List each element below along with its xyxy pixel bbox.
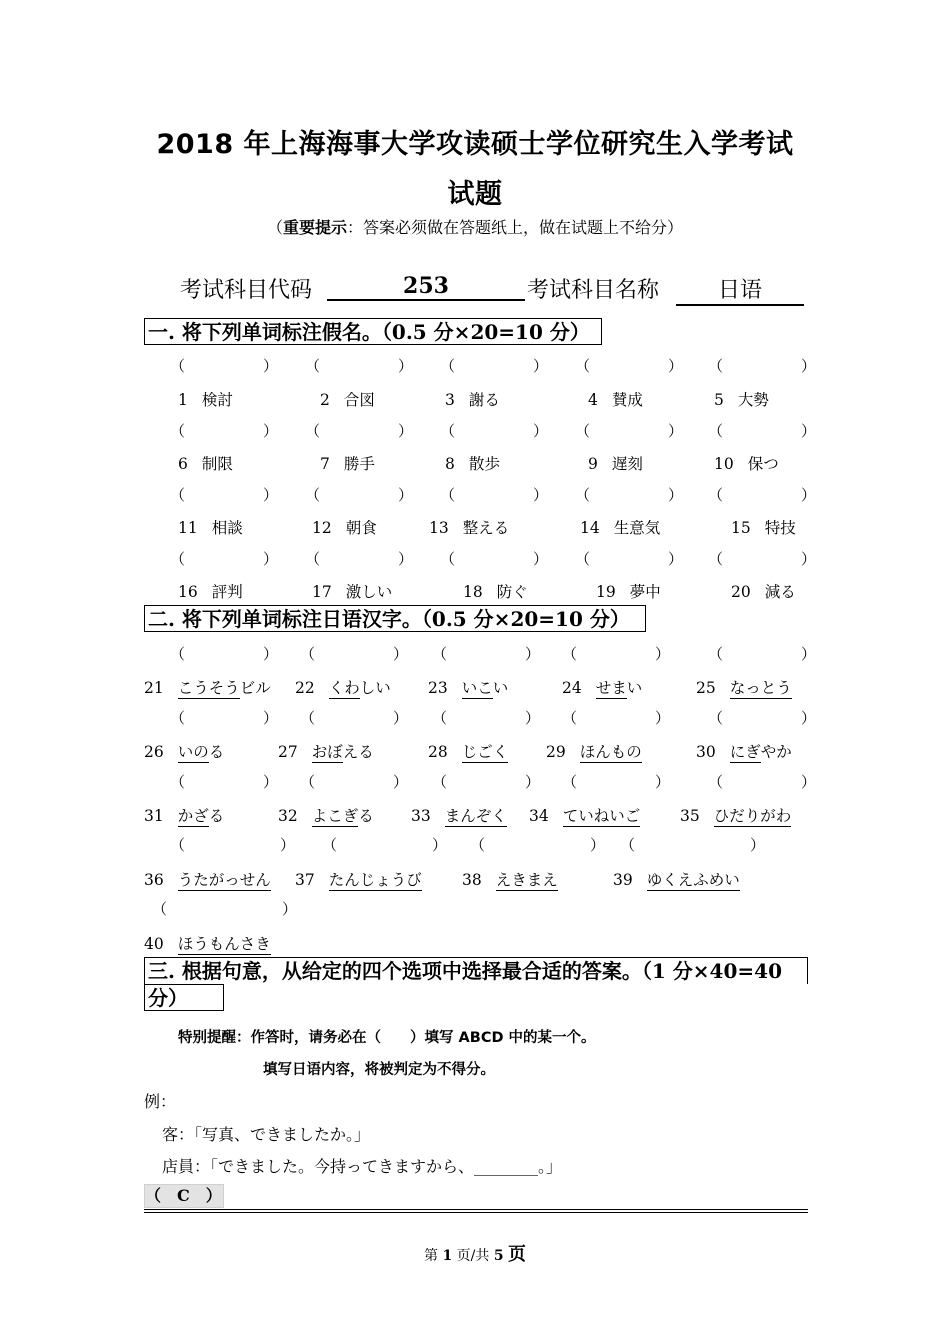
item-number: 26	[144, 743, 164, 761]
kana-item	[144, 804, 224, 826]
underlined-kana: ほうもんさき	[177, 935, 271, 953]
item-word: 夢中	[629, 583, 661, 601]
kana-item	[562, 676, 642, 698]
answer-paren-open: （	[170, 645, 186, 663]
answer-paren-open: （	[170, 550, 186, 568]
answer-paren-close: ）	[393, 645, 409, 663]
underlined-kana: ていねいご	[562, 807, 641, 825]
answer-paren-close: ）	[398, 357, 414, 375]
item-number: 5	[714, 391, 724, 409]
answer-paren-close: ）	[533, 550, 549, 568]
answer-paren-close: ）	[533, 357, 549, 375]
section3-title: 三. 根据句意，从给定的四个选项中选择最合适的答案。（1 分×40=40	[144, 957, 808, 984]
answer-paren-close: ）	[393, 709, 409, 727]
vocab-item	[178, 580, 243, 602]
answer-paren-close: ）	[655, 709, 671, 727]
answer-paren-open: （	[708, 550, 724, 568]
answer-paren-open: （	[440, 357, 456, 375]
answer-paren-open: （	[708, 486, 724, 504]
section1-title: 一. 将下列单词标注假名。（0.5 分×20=10 分）	[144, 318, 602, 345]
answer-paren-open: （	[170, 709, 186, 727]
item-word: 賛成	[611, 391, 643, 409]
subject-name-field	[676, 273, 804, 306]
vocab-item	[463, 580, 528, 602]
answer-paren-open: （	[575, 550, 591, 568]
answer-paren-close: ）	[263, 773, 279, 791]
answer-paren-close: ）	[668, 550, 684, 568]
kana-suffix: やか	[760, 743, 792, 761]
item-word: 散歩	[468, 455, 500, 473]
kana-suffix: しい	[359, 679, 391, 697]
item-word: 遅刻	[611, 455, 643, 473]
item-number: 27	[278, 743, 298, 761]
answer-paren-open: （	[305, 422, 321, 440]
item-number: 14	[580, 519, 600, 537]
kana-item	[144, 740, 224, 762]
kana-item	[295, 676, 391, 698]
item-number: 30	[696, 743, 716, 761]
answer-paren-close: ）	[282, 900, 298, 918]
section2-title: 二. 将下列单词标注日语汉字。（0.5 分×20=10 分）	[144, 605, 646, 632]
item-number: 32	[278, 807, 298, 825]
kana-item	[144, 868, 271, 890]
answer-paren-close: ）	[263, 709, 279, 727]
answer-paren-close: ）	[668, 422, 684, 440]
answer-paren-close: ）	[590, 836, 606, 854]
underlined-kana: うたがっせん	[177, 871, 271, 889]
item-word: 特技	[764, 519, 796, 537]
item-number: 11	[178, 519, 198, 537]
kana-suffix: る	[358, 807, 374, 825]
answer-paren-close: ）	[801, 709, 817, 727]
kana-suffix: ビル	[239, 679, 271, 697]
answer-paren-open: （	[305, 486, 321, 504]
vocab-item	[320, 452, 375, 474]
kana-item	[613, 868, 740, 890]
example-answer: （ C ）	[144, 1184, 224, 1208]
vocab-item	[714, 452, 779, 474]
item-number: 3	[445, 391, 455, 409]
answer-paren-close: ）	[801, 486, 817, 504]
item-number: 16	[178, 583, 198, 601]
answer-paren-open: （	[322, 836, 338, 854]
answer-paren-close: ）	[263, 422, 279, 440]
answer-paren-open: （	[708, 709, 724, 727]
underlined-kana: よこぎ	[311, 807, 359, 825]
answer-paren-open: （	[562, 645, 578, 663]
vocab-item	[312, 516, 377, 538]
vocab-item	[731, 580, 796, 602]
kana-item	[144, 932, 271, 954]
answer-paren-close: ）	[398, 550, 414, 568]
answer-paren-open: （	[440, 486, 456, 504]
vocab-item	[731, 516, 796, 538]
kana-suffix: る	[208, 743, 225, 761]
underlined-kana: ゆくえふめい	[646, 871, 740, 889]
item-number: 40	[144, 935, 164, 953]
answer-paren-close: ）	[393, 773, 409, 791]
vocab-item	[178, 452, 233, 474]
item-number: 17	[312, 583, 332, 601]
answer-paren-close: ）	[525, 645, 541, 663]
underlined-kana: じごく	[461, 743, 509, 761]
underlined-kana: いこ	[461, 679, 493, 697]
item-number: 29	[546, 743, 566, 761]
answer-paren-close: ）	[801, 357, 817, 375]
underlined-kana: かざ	[177, 807, 209, 825]
underlined-kana: せま	[595, 679, 627, 697]
answer-paren-close: ）	[280, 836, 296, 854]
underlined-kana: ほんもの	[579, 743, 642, 761]
underlined-kana: おぼ	[311, 743, 343, 761]
answer-paren-open: （	[300, 709, 316, 727]
item-word: 謝る	[468, 391, 500, 409]
answer-paren-close: ）	[263, 486, 279, 504]
answer-paren-close: ）	[655, 645, 671, 663]
answer-paren-close: ）	[668, 486, 684, 504]
answer-paren-close: ）	[263, 550, 279, 568]
answer-paren-open: （	[170, 486, 186, 504]
answer-paren-open: （	[562, 773, 578, 791]
item-word: 防ぐ	[496, 583, 528, 601]
answer-paren-open: （	[708, 357, 724, 375]
vocab-item	[320, 388, 375, 410]
vocab-item	[588, 388, 643, 410]
item-number: 12	[312, 519, 332, 537]
kana-item	[428, 740, 508, 762]
kana-item	[278, 804, 374, 826]
vocab-item	[312, 580, 392, 602]
item-number: 9	[588, 455, 598, 473]
answer-paren-close: ）	[533, 422, 549, 440]
vocab-item	[178, 388, 233, 410]
answer-paren-close: ）	[801, 422, 817, 440]
answer-paren-open: （	[562, 709, 578, 727]
item-number: 38	[462, 871, 482, 889]
divider	[144, 1212, 808, 1213]
item-word: 大勢	[737, 391, 769, 409]
answer-paren-open: （	[170, 357, 186, 375]
kana-item	[411, 804, 507, 826]
item-number: 37	[295, 871, 315, 889]
kana-item	[295, 868, 422, 890]
item-number: 39	[613, 871, 633, 889]
answer-paren-close: ）	[750, 836, 766, 854]
answer-paren-open: （	[708, 645, 724, 663]
underlined-kana: ひだりがわ	[713, 807, 792, 825]
answer-paren-close: ）	[801, 550, 817, 568]
underlined-kana: くわ	[328, 679, 360, 697]
item-number: 35	[680, 807, 700, 825]
kana-suffix: る	[208, 807, 225, 825]
subject-code: 253	[327, 273, 525, 301]
item-word: 制限	[201, 455, 233, 473]
answer-paren-open: （	[432, 645, 448, 663]
answer-paren-close: ）	[533, 486, 549, 504]
item-word: 相談	[211, 519, 243, 537]
answer-paren-close: ）	[668, 357, 684, 375]
vocab-item	[580, 516, 660, 538]
answer-paren-open: （	[305, 357, 321, 375]
exam-title-line2: 试题	[447, 179, 503, 210]
example-label: 例：	[144, 1092, 177, 1111]
answer-paren-open: （	[170, 773, 186, 791]
underlined-kana: いの	[177, 743, 209, 761]
answer-paren-close: ）	[801, 645, 817, 663]
item-number: 23	[428, 679, 448, 697]
vocab-item	[178, 516, 243, 538]
subject-code-label: 考试科目代码	[180, 278, 313, 303]
item-number: 21	[144, 679, 164, 697]
item-number: 34	[529, 807, 549, 825]
item-word: 生意気	[613, 519, 661, 537]
item-number: 7	[320, 455, 330, 473]
item-number: 25	[696, 679, 716, 697]
underlined-kana: こうそう	[177, 679, 240, 697]
answer-paren-close: ）	[655, 773, 671, 791]
item-number: 24	[562, 679, 582, 697]
item-word: 保つ	[747, 455, 779, 473]
answer-paren-close: ）	[263, 357, 279, 375]
item-number: 33	[411, 807, 431, 825]
subject-name-label: 考试科目名称	[527, 278, 660, 303]
kana-suffix: える	[342, 743, 374, 761]
kana-item	[428, 676, 508, 698]
subject-name: 日语	[676, 273, 804, 306]
underlined-kana: なっとう	[729, 679, 792, 697]
item-number: 1	[178, 391, 188, 409]
kana-item	[278, 740, 374, 762]
answer-paren-close: ）	[525, 773, 541, 791]
answer-paren-open: （	[620, 836, 636, 854]
example-line-clerk: 店員：「できました。今持ってきますから、________。」	[162, 1157, 563, 1176]
item-word: 検討	[201, 391, 233, 409]
item-number: 10	[714, 455, 734, 473]
item-number: 22	[295, 679, 315, 697]
item-number: 13	[429, 519, 449, 537]
section3-title-line2: 分）	[144, 984, 224, 1011]
item-word: 合図	[343, 391, 375, 409]
vocab-item	[445, 452, 500, 474]
item-number: 6	[178, 455, 188, 473]
answer-paren-open: （	[440, 422, 456, 440]
special-reminder: 特别提醒：作答时，请务必在（ ）填写 ABCD 中的某一个。	[178, 1030, 596, 1046]
answer-paren-open: （	[440, 550, 456, 568]
answer-paren-open: （	[432, 709, 448, 727]
underlined-kana: えきまえ	[495, 871, 558, 889]
kana-item	[696, 740, 792, 762]
vocab-item	[429, 516, 509, 538]
vocab-item	[445, 388, 500, 410]
divider	[144, 1209, 808, 1210]
example-line-customer: 客：「写真、できましたか。」	[162, 1125, 371, 1144]
item-word: 減る	[764, 583, 796, 601]
item-word: 激しい	[345, 583, 393, 601]
vocab-item	[588, 452, 643, 474]
answer-paren-open: （	[575, 357, 591, 375]
vocab-item	[714, 388, 769, 410]
answer-paren-open: （	[575, 422, 591, 440]
answer-paren-open: （	[170, 422, 186, 440]
item-number: 20	[731, 583, 751, 601]
answer-paren-open: （	[305, 550, 321, 568]
answer-paren-open: （	[170, 836, 186, 854]
item-number: 8	[445, 455, 455, 473]
vocab-item	[596, 580, 661, 602]
kana-item	[696, 676, 792, 698]
item-word: 評判	[211, 583, 243, 601]
kana-suffix: い	[626, 679, 643, 697]
answer-paren-open: （	[470, 836, 486, 854]
answer-paren-close: ）	[398, 486, 414, 504]
item-number: 36	[144, 871, 164, 889]
item-number: 2	[320, 391, 330, 409]
answer-paren-close: ）	[801, 773, 817, 791]
answer-paren-open: （	[575, 486, 591, 504]
exam-title: 2018 年上海海事大学攻读硕士学位研究生入学考试	[156, 129, 794, 160]
important-notice: （重要提示：答案必须做在答题纸上，做在试题上不给分）	[266, 218, 684, 237]
kana-suffix: い	[492, 679, 509, 697]
item-number: 28	[428, 743, 448, 761]
kana-item	[680, 804, 791, 826]
kana-item	[144, 676, 271, 698]
item-number: 4	[588, 391, 598, 409]
kana-item	[462, 868, 558, 890]
answer-paren-close: ）	[525, 709, 541, 727]
item-number: 18	[463, 583, 483, 601]
answer-paren-close: ）	[263, 645, 279, 663]
item-number: 19	[596, 583, 616, 601]
underlined-kana: まんぞく	[444, 807, 507, 825]
answer-paren-close: ）	[398, 422, 414, 440]
underlined-kana: にぎ	[729, 743, 761, 761]
underlined-kana: たんじょうび	[328, 871, 422, 889]
item-word: 勝手	[343, 455, 375, 473]
answer-paren-close: ）	[432, 836, 448, 854]
special-reminder-2: 填写日语内容，将被判定为不得分。	[263, 1062, 495, 1078]
item-word: 整える	[462, 519, 510, 537]
item-word: 朝食	[345, 519, 377, 537]
page-footer: 第 1 页/共 5 页	[423, 1244, 527, 1265]
subject-code-field	[327, 273, 525, 301]
kana-item	[529, 804, 640, 826]
answer-paren-open: （	[708, 773, 724, 791]
answer-paren-open: （	[432, 773, 448, 791]
item-number: 15	[731, 519, 751, 537]
answer-paren-open: （	[708, 422, 724, 440]
kana-item	[546, 740, 642, 762]
answer-paren-open: （	[152, 900, 168, 918]
answer-paren-open: （	[300, 645, 316, 663]
answer-paren-open: （	[300, 773, 316, 791]
item-number: 31	[144, 807, 164, 825]
